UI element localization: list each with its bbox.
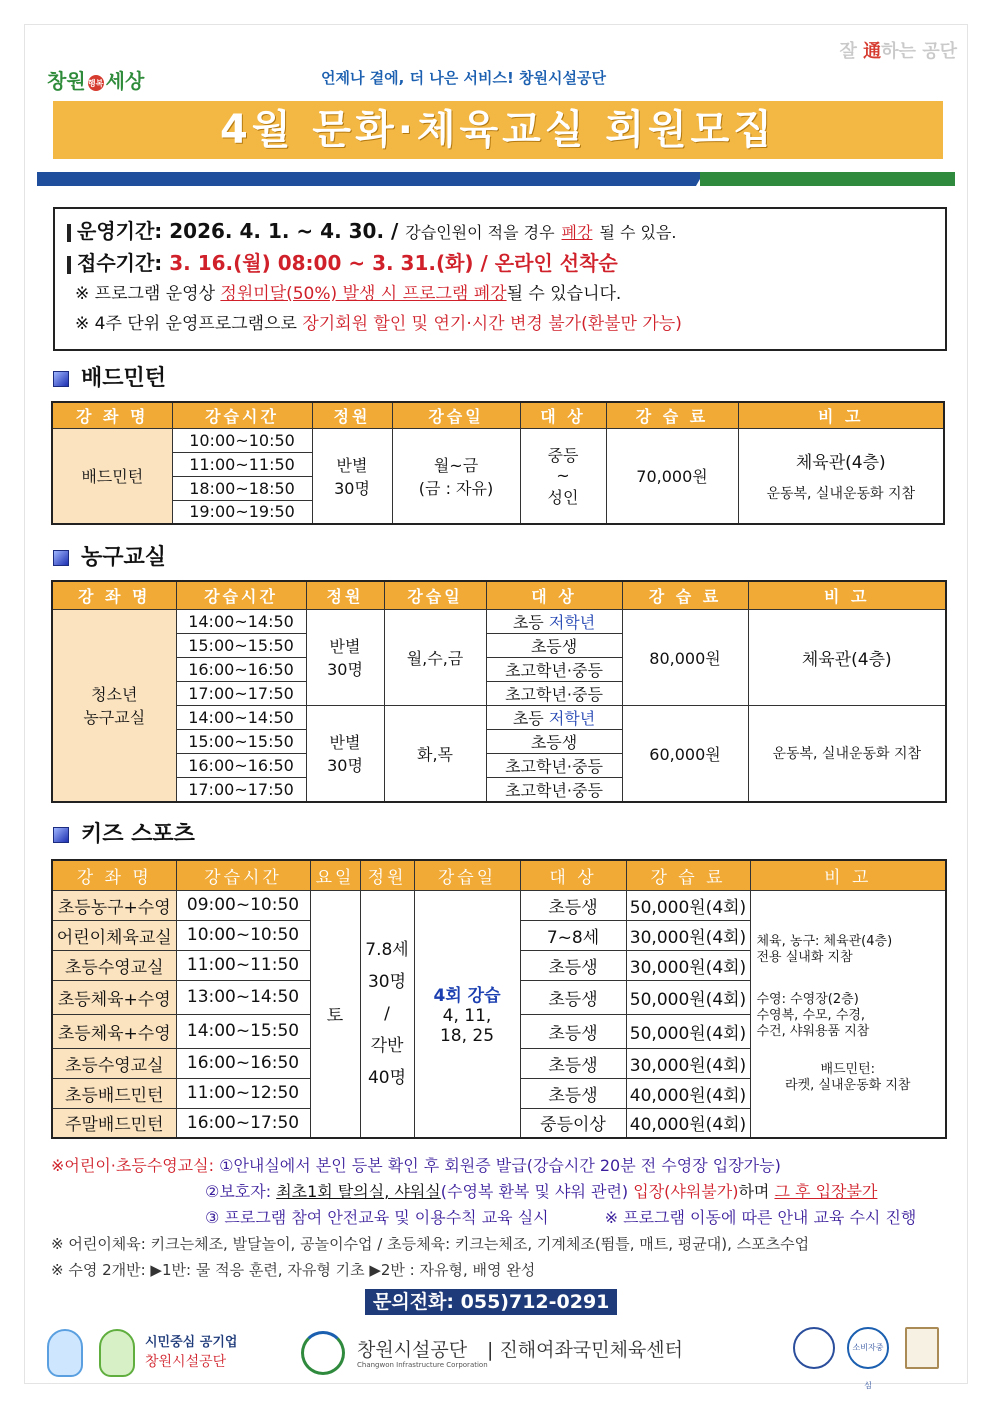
col-header: 정원 xyxy=(360,860,414,890)
square-bullet-icon xyxy=(53,371,69,387)
info-note-2: ※ 4주 단위 운영프로그램으로 장기회원 할인 및 연기·시간 변경 불가(환불만 가능) xyxy=(75,314,682,334)
col-header: 요일 xyxy=(310,860,360,890)
course-name: 초등농구+수영 xyxy=(52,890,176,920)
fee: 40,000원(4회) xyxy=(626,1078,750,1108)
registration-period: 접수기간: 3. 16.(월) 08:00 ~ 3. 31.(화) / 온라인 선착순 xyxy=(67,247,933,279)
table-row xyxy=(52,705,946,729)
course-name: 초등배드민턴 xyxy=(52,1078,176,1108)
class-time: 10:00~10:50 xyxy=(176,920,310,950)
corner-motto: 잘 通하는 공단 xyxy=(839,41,957,62)
capacity: 반별 30명 xyxy=(306,705,384,802)
course-name: 배드민턴 xyxy=(52,428,172,524)
course-name: 초등체육+수영 xyxy=(52,980,176,1014)
fee: 30,000원(4회) xyxy=(626,950,750,980)
course-name: 주말배드민턴 xyxy=(52,1108,176,1138)
target: 초등생 xyxy=(520,1078,626,1108)
col-header: 강 좌 명 xyxy=(52,581,176,609)
mascot-icon xyxy=(99,1329,135,1377)
class-time: 16:00~16:50 xyxy=(176,657,306,681)
col-header: 강습시간 xyxy=(172,402,312,428)
table-header xyxy=(52,402,944,428)
operation-period: 운영기간: 2026. 4. 1. ~ 4. 30. / 강습인원이 적을 경우 폐강 될 수 있음. xyxy=(67,215,933,247)
capacity: 7.8세 30명 / 각반 40명 xyxy=(360,890,414,1138)
target: 초등생 xyxy=(520,950,626,980)
capacity: 반별 30명 xyxy=(306,609,384,705)
class-time: 14:00~15:50 xyxy=(176,1014,310,1048)
target: 7~8세 xyxy=(520,920,626,950)
col-header: 강 습 료 xyxy=(606,402,738,428)
col-header: 강습일 xyxy=(392,402,520,428)
col-header: 정원 xyxy=(312,402,392,428)
class-time: 14:00~14:50 xyxy=(176,705,306,729)
table-row xyxy=(52,428,944,452)
table-header xyxy=(52,581,946,609)
certification-icon xyxy=(793,1327,835,1369)
logo-icon xyxy=(301,1331,345,1375)
class-time: 19:00~19:50 xyxy=(172,500,312,524)
class-time: 14:00~14:50 xyxy=(176,609,306,633)
class-time: 11:00~12:50 xyxy=(176,1078,310,1108)
course-name: 어린이체육교실 xyxy=(52,920,176,950)
certification-icon xyxy=(905,1327,939,1369)
class-time: 15:00~15:50 xyxy=(176,729,306,753)
org-name: 창원시설공단 xyxy=(357,1339,468,1361)
fee: 60,000원 xyxy=(622,705,748,802)
target: 초등 저학년 xyxy=(486,609,622,633)
col-header: 강 습 료 xyxy=(622,581,748,609)
col-header: 대 상 xyxy=(520,402,606,428)
fee: 80,000원 xyxy=(622,609,748,705)
col-header: 정원 xyxy=(306,581,384,609)
page xyxy=(24,24,968,1390)
footnote-3: ③ 프로그램 참여 안전교육 및 이용수칙 교육 실시 ※ 프로그램 이동에 따른 안내 교육 수시 진행 xyxy=(205,1208,917,1227)
col-header: 강 좌 명 xyxy=(52,860,176,890)
class-days: 월~금 (금 : 자유) xyxy=(392,428,520,524)
col-header: 비 고 xyxy=(750,860,946,890)
col-header: 강습시간 xyxy=(176,581,306,609)
slogan: 언제나 곁에, 더 나은 서비스! 창원시설공단 xyxy=(321,69,606,87)
course-name: 초등체육+수영 xyxy=(52,1014,176,1048)
bar-icon xyxy=(67,224,71,242)
kids-sports-table xyxy=(51,859,947,1139)
target: 초등생 xyxy=(520,1048,626,1078)
target: 중등 ~ 성인 xyxy=(520,428,606,524)
square-bullet-icon xyxy=(53,827,69,843)
inquiry-phone: 문의전화: 055)712-0291 xyxy=(365,1289,617,1315)
remarks: 체육관(4층) xyxy=(748,609,946,705)
course-name: 초등수영교실 xyxy=(52,1048,176,1078)
fee: 50,000원(4회) xyxy=(626,1014,750,1048)
class-time: 17:00~17:50 xyxy=(176,777,306,802)
section-heading-badminton: 배드민턴 xyxy=(53,365,166,393)
target: 초등생 xyxy=(486,729,622,753)
class-time: 09:00~10:50 xyxy=(176,890,310,920)
section-heading-basketball: 농구교실 xyxy=(53,544,166,572)
brand-logo: 창원 행복 세상 xyxy=(47,69,145,93)
course-name: 청소년 농구교실 xyxy=(52,609,176,802)
class-time: 13:00~14:50 xyxy=(176,980,310,1014)
divider-stripe xyxy=(37,172,955,186)
fee: 50,000원(4회) xyxy=(626,890,750,920)
footnotes xyxy=(51,1153,961,1283)
info-box xyxy=(53,207,947,351)
fee: 70,000원 xyxy=(606,428,738,524)
fee: 40,000원(4회) xyxy=(626,1108,750,1138)
col-header: 강습시간 xyxy=(176,860,310,890)
table-row xyxy=(52,890,946,920)
footnote-1: ※어린이·초등수영교실: ①안내실에서 본인 등본 확인 후 회원증 발급(강습시간 20분 전 수영장 입장가능) xyxy=(51,1156,781,1175)
course-name: 초등수영교실 xyxy=(52,950,176,980)
target: 초등생 xyxy=(520,890,626,920)
remarks: 체육관(4층) 운동복, 실내운동화 지참 xyxy=(738,428,944,524)
class-day: 토 xyxy=(310,890,360,1138)
table-row xyxy=(52,609,946,633)
col-header: 비 고 xyxy=(738,402,944,428)
remarks: 운동복, 실내운동화 지참 xyxy=(748,705,946,802)
class-time: 17:00~17:50 xyxy=(176,681,306,705)
col-header: 강 습 료 xyxy=(626,860,750,890)
table-header xyxy=(52,860,946,890)
target: 초등생 xyxy=(520,1014,626,1048)
target: 초고학년·중등 xyxy=(486,681,622,705)
target: 초등생 xyxy=(486,633,622,657)
badminton-table xyxy=(51,401,945,525)
remarks: 체육, 농구: 체육관(4층) 전용 실내화 지참 수영: 수영장(2층) 수영복, 수모, 수경, 수건, 샤워용품 지참 배드민턴: 라켓, 실내운동화 지참 xyxy=(750,890,946,1138)
footnote-5: ※ 수영 2개반: ▶1반: 물 적응 훈련, 자유형 기초 ▶2반 : 자유형, 배영 완성 xyxy=(51,1261,536,1279)
mascot-icon xyxy=(47,1329,83,1377)
org-tagline: 시민중심 공기업 xyxy=(145,1335,238,1350)
col-header: 강습일 xyxy=(384,581,486,609)
col-header: 강습일 xyxy=(414,860,520,890)
footnote-4: ※ 어린이체육: 키크는체조, 발달놀이, 공놀이수업 / 초등체육: 키크는체조, 기계체조(뜀틀, 매트, 평균대), 스포츠수업 xyxy=(51,1235,810,1253)
col-header: 대 상 xyxy=(520,860,626,890)
fee: 30,000원(4회) xyxy=(626,1048,750,1078)
col-header: 비 고 xyxy=(748,581,946,609)
square-bullet-icon xyxy=(53,550,69,566)
fee: 30,000원(4회) xyxy=(626,920,750,950)
class-days: 화,목 xyxy=(384,705,486,802)
org-logo xyxy=(301,1331,691,1375)
target: 중등이상 xyxy=(520,1108,626,1138)
center-name: | 진해여좌국민체육센터 xyxy=(487,1339,683,1361)
fee: 50,000원(4회) xyxy=(626,980,750,1014)
col-header: 대 상 xyxy=(486,581,622,609)
page-title: 4월 문화·체육교실 회원모집 xyxy=(53,101,943,159)
col-header: 강 좌 명 xyxy=(52,402,172,428)
class-time: 10:00~10:50 xyxy=(172,428,312,452)
target: 초고학년·중등 xyxy=(486,657,622,681)
target: 초고학년·중등 xyxy=(486,777,622,802)
certification-icon: 소비자중심 xyxy=(847,1327,889,1369)
org-signature: 창원시설공단 xyxy=(145,1354,227,1370)
class-time: 11:00~11:50 xyxy=(172,452,312,476)
class-time: 16:00~16:50 xyxy=(176,1048,310,1078)
capacity: 반별 30명 xyxy=(312,428,392,524)
class-time: 18:00~18:50 xyxy=(172,476,312,500)
class-time: 16:00~16:50 xyxy=(176,753,306,777)
basketball-table xyxy=(51,580,947,803)
target: 초등 저학년 xyxy=(486,705,622,729)
class-time: 16:00~17:50 xyxy=(176,1108,310,1138)
target: 초고학년·중등 xyxy=(486,753,622,777)
sessions: 4회 강습 4, 11, 18, 25 xyxy=(414,890,520,1138)
class-days: 월,수,금 xyxy=(384,609,486,705)
bar-icon xyxy=(67,256,71,274)
org-english-name: Changwon Infrastructure Corporation xyxy=(357,1361,488,1369)
info-note-1: ※ 프로그램 운영상 정원미달(50%) 발생 시 프로그램 폐강될 수 있습니다. xyxy=(75,284,622,304)
target: 초등생 xyxy=(520,980,626,1014)
brand-dot-icon: 행복 xyxy=(88,75,104,91)
class-time: 15:00~15:50 xyxy=(176,633,306,657)
section-heading-kids-sports: 키즈 스포츠 xyxy=(53,821,195,849)
footer-logos xyxy=(25,1325,969,1390)
class-time: 11:00~11:50 xyxy=(176,950,310,980)
footnote-2: ②보호자: 최초1회 탈의실, 샤워실(수영복 환복 및 샤워 관련) 입장(샤워불가)하며 그 후 입장불가 xyxy=(205,1182,878,1201)
